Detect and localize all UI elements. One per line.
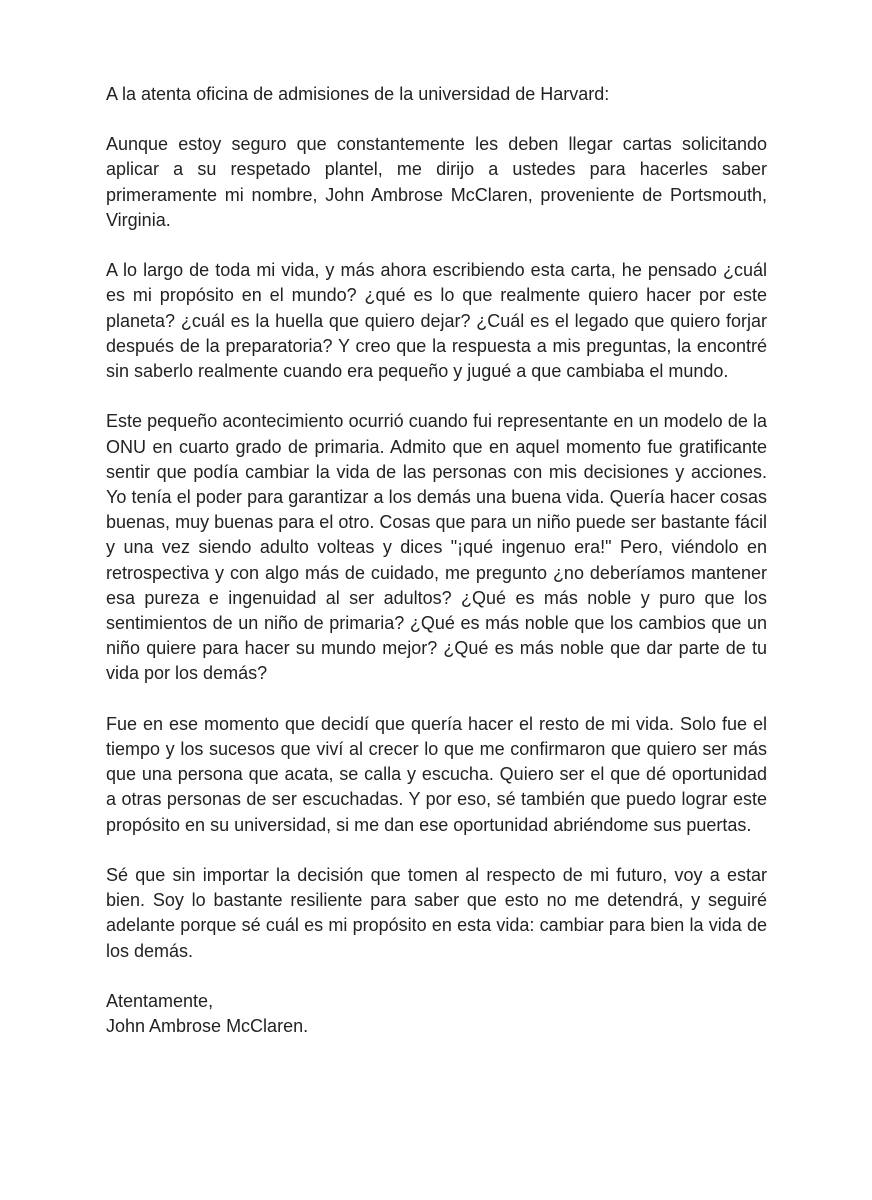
letter-closing: Atentamente, [106, 991, 214, 1012]
letter-signature: John Ambrose McClaren. [106, 1016, 309, 1037]
paragraph-purpose: A lo largo de toda mi vida, y más ahora escribiendo esta carta, he pensado ¿cuál es mi propósito en el mundo? ¿qué es lo que realmente quiero hacer por este planeta? ¿cuál es la huella que quiero dejar? ¿Cuál es el legado que quiero forjar después de la preparatoria? Y creo que la respuesta a mis preguntas, la encontré sin saberlo realmente cuando era pequeño y jugué a que cambiaba el mundo. [106, 260, 767, 382]
letter-closing-block [106, 989, 767, 1039]
letter-body [106, 82, 767, 1039]
paragraph-introduction: Aunque estoy seguro que constantemente les deben llegar cartas solicitando aplicar a su respetado plantel, me dirijo a ustedes para hacerles saber primeramente mi nombre, John Ambrose McClaren, proveniente de Portsmouth, Virginia. [106, 134, 767, 230]
letter-salutation: A la atenta oficina de admisiones de la universidad de Harvard: [106, 84, 610, 104]
paragraph-model-onu: Este pequeño acontecimiento ocurrió cuando fui representante en un modelo de la ONU en cuarto grado de primaria. Admito que en aquel momento fue gratificante sentir que podía cambiar la vida de las personas con mis decisiones y acciones. Yo tenía el poder para garantizar a los demás una buena vida. Quería hacer cosas buenas, muy buenas para el otro. Cosas que para un niño puede ser bastante fácil y una vez siendo adulto volteas y dices "¡qué ingenuo era!" Pero, viéndolo en retrospectiva y con algo más de cuidado, me pregunto ¿no deberíamos mantener esa pureza e ingenuidad al ser adultos? ¿Qué es más noble y puro que los sentimientos de un niño de primaria? ¿Qué es más noble que los cambios que un niño quiere para hacer su mundo mejor? ¿Qué es más noble que dar parte de tu vida por los demás? [106, 411, 767, 684]
paragraph-resilience: Sé que sin importar la decisión que tomen al respecto de mi futuro, voy a estar bien. Soy lo bastante resiliente para saber que esto no me detendrá, y seguiré adelante porque sé cuál es mi propósito en esta vida: cambiar para bien la vida de los demás. [106, 865, 767, 961]
paragraph-decision: Fue en ese momento que decidí que quería hacer el resto de mi vida. Solo fue el tiempo y los sucesos que viví al crecer lo que me confirmaron que quiero ser más que una persona que acata, se calla y escucha. Quiero ser el que dé oportunidad a otras personas de ser escuchadas. Y por eso, sé también que puedo lograr este propósito en su universidad, si me dan ese oportunidad abriéndome sus puertas. [106, 713, 767, 835]
